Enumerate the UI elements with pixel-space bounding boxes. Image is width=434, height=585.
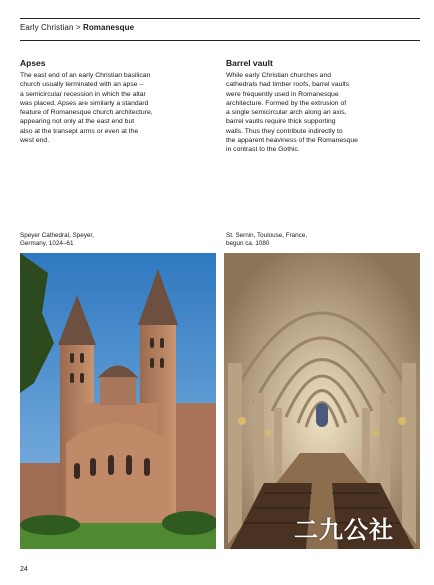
- top-rule: [20, 18, 420, 19]
- page-number: 24: [20, 566, 28, 573]
- breadcrumb-current: Romanesque: [82, 23, 135, 32]
- watermark: 二九公社: [294, 516, 394, 544]
- barrel-vault-body: While early Christian churches and cathedrals had timber roofs, barrel vaults were frequently used in Romanesque architecture. Formed by the extrusion of a single semicircular arch along an axis, barrel vaults require thick supporting walls. Thus they contribute indirectly to the apparent heaviness of the Romanesque in contrast to the Gothic.: [226, 72, 358, 154]
- header-rule: [20, 40, 420, 41]
- barrel-vault-section: [226, 58, 416, 155]
- breadcrumb: [20, 23, 134, 32]
- st-sernin-photo: [224, 253, 420, 549]
- barrel-vault-heading: Barrel vault: [226, 58, 273, 68]
- st-sernin-caption: St. Sernin, Toulouse, France, begun ca. 1080: [226, 232, 308, 248]
- apses-heading: Apses: [20, 58, 46, 68]
- breadcrumb-prefix: Early Christian >: [20, 23, 83, 32]
- speyer-cathedral-photo: [20, 253, 216, 549]
- speyer-caption: Speyer Cathedral, Speyer, Germany, 1024–61: [20, 232, 94, 248]
- apses-body: The east end of an early Christian basilican church usually terminated with an apse – a semicircular recession in which the altar was placed. Apses are similarly a standard feature of Romanesque church architecture, appearing not only at the east end but also at the transept arms or even at the west end.: [20, 72, 153, 145]
- apses-section: [20, 58, 210, 145]
